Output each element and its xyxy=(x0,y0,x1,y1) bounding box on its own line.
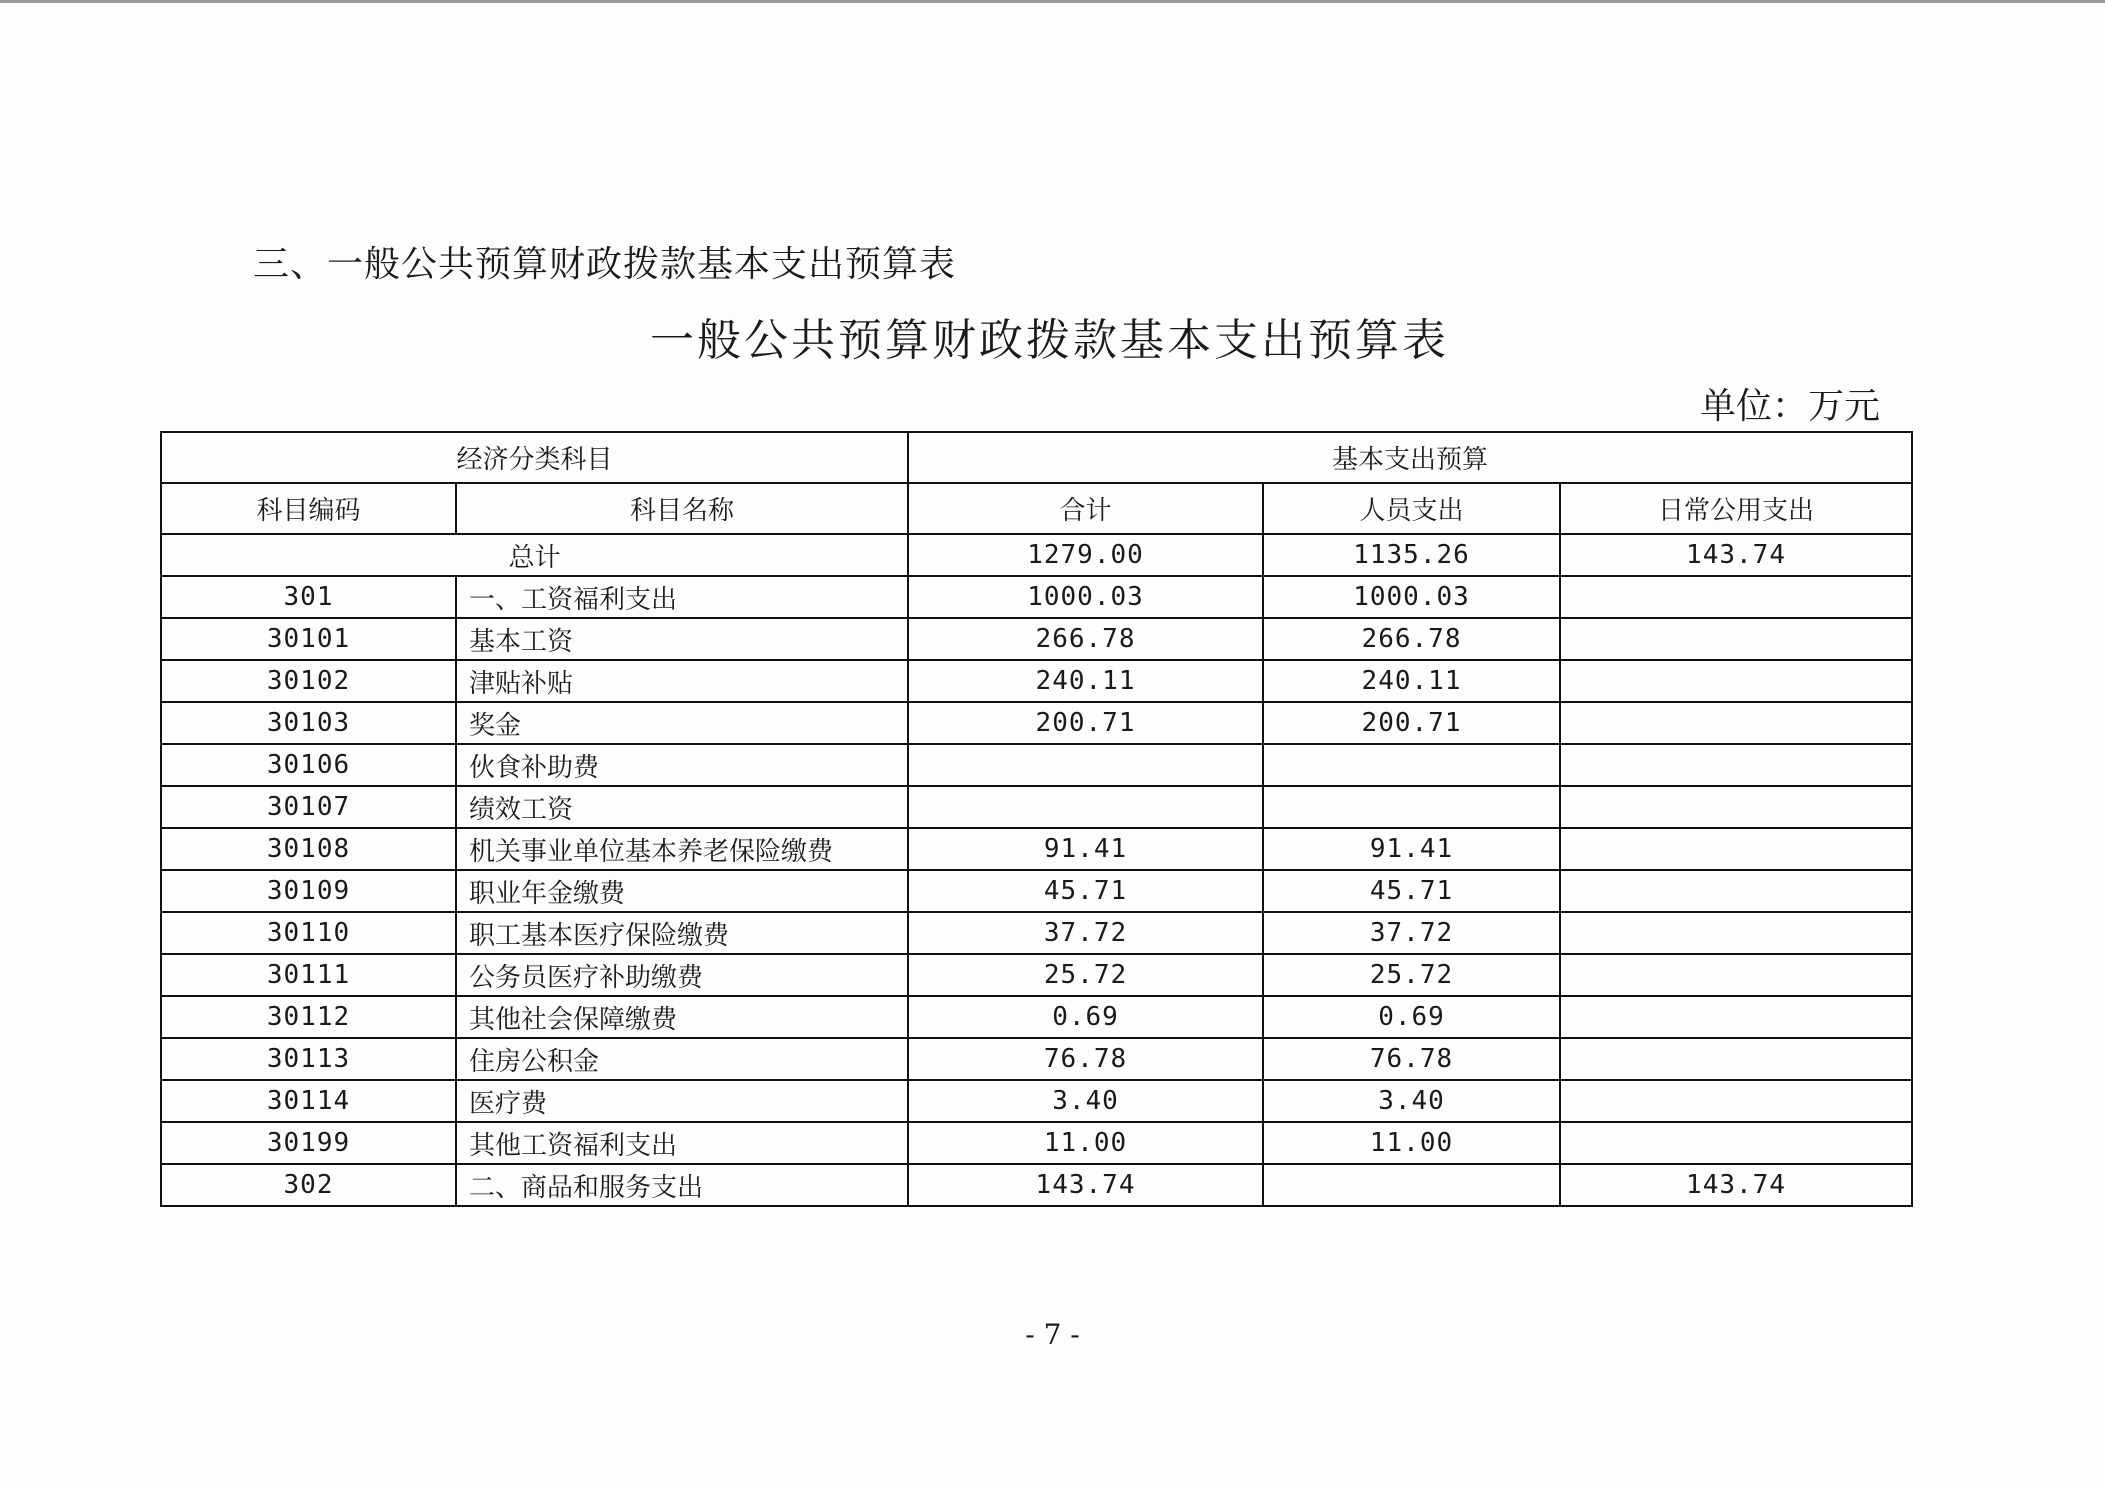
row-code: 302 xyxy=(161,1164,456,1206)
row-public xyxy=(1560,1038,1912,1080)
row-personnel: 37.72 xyxy=(1263,912,1560,954)
row-public xyxy=(1560,1080,1912,1122)
row-personnel xyxy=(1263,744,1560,786)
row-personnel: 76.78 xyxy=(1263,1038,1560,1080)
row-name: 一、工资福利支出 xyxy=(456,576,908,618)
name-column-header: 科目名称 xyxy=(456,483,908,534)
page-number: - 7 - xyxy=(1025,1318,1080,1351)
table-row xyxy=(161,576,1912,618)
row-code: 30113 xyxy=(161,1038,456,1080)
row-personnel: 3.40 xyxy=(1263,1080,1560,1122)
row-total: 76.78 xyxy=(908,1038,1263,1080)
row-public xyxy=(1560,702,1912,744)
row-public xyxy=(1560,660,1912,702)
row-total: 11.00 xyxy=(908,1122,1263,1164)
unit-label: 单位：万元 xyxy=(1700,386,1881,427)
row-code: 30110 xyxy=(161,912,456,954)
row-public xyxy=(1560,870,1912,912)
row-code: 30114 xyxy=(161,1080,456,1122)
row-name: 绩效工资 xyxy=(456,786,908,828)
row-personnel: 0.69 xyxy=(1263,996,1560,1038)
row-total xyxy=(908,786,1263,828)
row-name: 伙食补助费 xyxy=(456,744,908,786)
table-row xyxy=(161,828,1912,870)
row-personnel: 240.11 xyxy=(1263,660,1560,702)
table-row xyxy=(161,786,1912,828)
row-total: 25.72 xyxy=(908,954,1263,996)
row-public xyxy=(1560,996,1912,1038)
table-row xyxy=(161,702,1912,744)
personnel-column-header: 人员支出 xyxy=(1263,483,1560,534)
row-name: 津贴补贴 xyxy=(456,660,908,702)
document-title-text: 一般公共预算财政拨款基本支出预算表 xyxy=(650,315,1449,366)
row-code: 30111 xyxy=(161,954,456,996)
row-code: 30103 xyxy=(161,702,456,744)
row-personnel: 25.72 xyxy=(1263,954,1560,996)
total-personnel: 1135.26 xyxy=(1263,534,1560,576)
row-public xyxy=(1560,618,1912,660)
row-code: 30106 xyxy=(161,744,456,786)
row-name: 机关事业单位基本养老保险缴费 xyxy=(456,828,908,870)
row-code: 30102 xyxy=(161,660,456,702)
table-row xyxy=(161,744,1912,786)
total-amount: 1279.00 xyxy=(908,534,1263,576)
total-column-header: 合计 xyxy=(908,483,1263,534)
row-total: 0.69 xyxy=(908,996,1263,1038)
table-row xyxy=(161,1038,1912,1080)
row-personnel xyxy=(1263,1164,1560,1206)
row-name: 职业年金缴费 xyxy=(456,870,908,912)
row-code: 30107 xyxy=(161,786,456,828)
row-total: 3.40 xyxy=(908,1080,1263,1122)
table-row xyxy=(161,618,1912,660)
table-row xyxy=(161,1164,1912,1206)
row-total: 143.74 xyxy=(908,1164,1263,1206)
row-total: 37.72 xyxy=(908,912,1263,954)
row-personnel xyxy=(1263,786,1560,828)
section-heading: 三、一般公共预算财政拨款基本支出预算表 xyxy=(253,244,957,285)
row-total: 200.71 xyxy=(908,702,1263,744)
row-code: 30101 xyxy=(161,618,456,660)
row-public xyxy=(1560,786,1912,828)
budget-table xyxy=(160,431,1913,1207)
row-name: 基本工资 xyxy=(456,618,908,660)
row-public xyxy=(1560,1122,1912,1164)
row-name: 二、商品和服务支出 xyxy=(456,1164,908,1206)
row-name: 职工基本医疗保险缴费 xyxy=(456,912,908,954)
row-personnel: 91.41 xyxy=(1263,828,1560,870)
row-public xyxy=(1560,744,1912,786)
row-public: 143.74 xyxy=(1560,1164,1912,1206)
total-public: 143.74 xyxy=(1560,534,1912,576)
row-code: 30109 xyxy=(161,870,456,912)
top-rule xyxy=(0,0,2105,3)
row-name: 医疗费 xyxy=(456,1080,908,1122)
row-total: 91.41 xyxy=(908,828,1263,870)
row-personnel: 1000.03 xyxy=(1263,576,1560,618)
row-total: 1000.03 xyxy=(908,576,1263,618)
row-name: 公务员医疗补助缴费 xyxy=(456,954,908,996)
row-total: 240.11 xyxy=(908,660,1263,702)
economic-category-header: 经济分类科目 xyxy=(161,432,908,483)
row-public xyxy=(1560,954,1912,996)
table-row xyxy=(161,912,1912,954)
row-name: 其他工资福利支出 xyxy=(456,1122,908,1164)
code-column-header: 科目编码 xyxy=(161,483,456,534)
row-total xyxy=(908,744,1263,786)
row-name: 其他社会保障缴费 xyxy=(456,996,908,1038)
table-row xyxy=(161,1080,1912,1122)
public-column-header: 日常公用支出 xyxy=(1560,483,1912,534)
group-header-row xyxy=(161,432,1912,483)
table-row xyxy=(161,1122,1912,1164)
row-code: 301 xyxy=(161,576,456,618)
row-total: 266.78 xyxy=(908,618,1263,660)
row-personnel: 200.71 xyxy=(1263,702,1560,744)
row-name: 住房公积金 xyxy=(456,1038,908,1080)
row-name: 奖金 xyxy=(456,702,908,744)
row-code: 30199 xyxy=(161,1122,456,1164)
row-total: 45.71 xyxy=(908,870,1263,912)
row-public xyxy=(1560,576,1912,618)
row-code: 30112 xyxy=(161,996,456,1038)
document-title xyxy=(0,304,2105,368)
row-personnel: 266.78 xyxy=(1263,618,1560,660)
table-row xyxy=(161,954,1912,996)
total-row xyxy=(161,534,1912,576)
table-row xyxy=(161,660,1912,702)
column-header-row xyxy=(161,483,1912,534)
row-public xyxy=(1560,828,1912,870)
table-row xyxy=(161,870,1912,912)
row-public xyxy=(1560,912,1912,954)
row-personnel: 45.71 xyxy=(1263,870,1560,912)
basic-expenditure-header: 基本支出预算 xyxy=(908,432,1912,483)
row-personnel: 11.00 xyxy=(1263,1122,1560,1164)
table-row xyxy=(161,996,1912,1038)
total-label: 总计 xyxy=(161,534,908,576)
row-code: 30108 xyxy=(161,828,456,870)
